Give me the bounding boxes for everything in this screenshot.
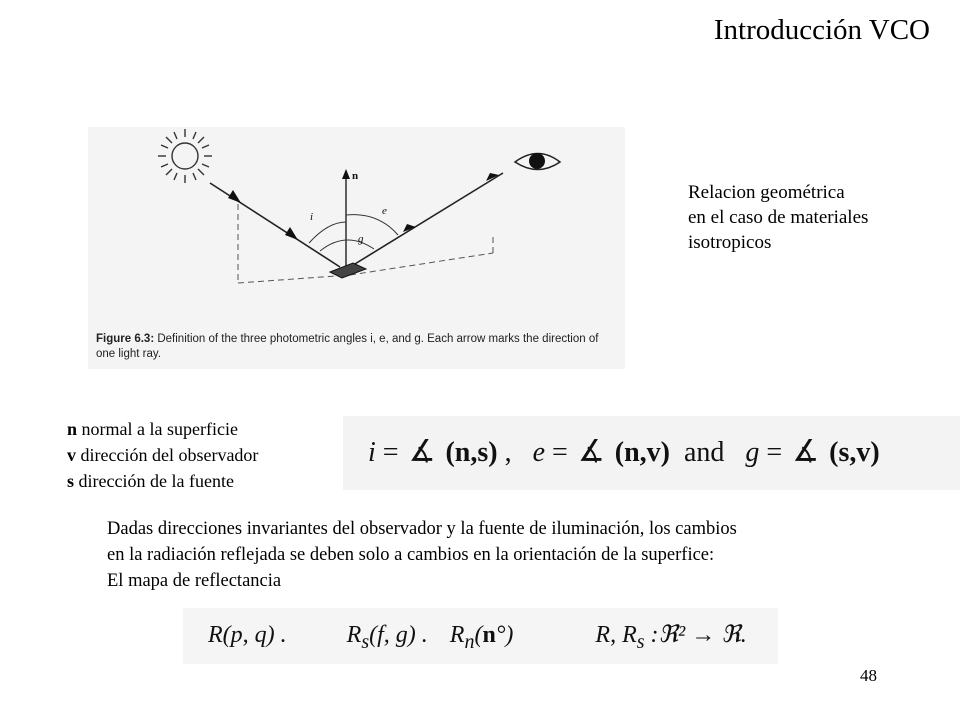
definition-text: normal a la superficie — [77, 419, 238, 439]
page-number: 48 — [860, 666, 877, 685]
angle-equation — [343, 416, 960, 490]
eq-var-g: g — [745, 437, 760, 468]
eq2-rn-sub: n — [464, 630, 475, 653]
eq-equals: = — [552, 437, 568, 468]
normal-label: n — [352, 170, 359, 182]
angle-i-label: i — [310, 211, 314, 223]
eq-comma: , — [504, 437, 512, 468]
incident-ray — [210, 183, 340, 267]
angle-symbol: ∡ — [792, 435, 820, 468]
reflectance-map-equation — [183, 608, 778, 664]
reflected-ray — [350, 173, 503, 267]
figure-caption — [96, 332, 616, 362]
eye-icon — [515, 153, 560, 170]
eq-equals: = — [766, 437, 783, 468]
angle-symbol: ∡ — [408, 435, 436, 468]
definition-text: dirección de la fuente — [74, 471, 234, 491]
angle-symbol: ∡ — [577, 435, 605, 468]
eq-equals: = — [382, 437, 399, 468]
definition-text: dirección del observador — [76, 445, 259, 465]
side-note-line: Relacion geométrica — [688, 182, 845, 203]
eq2-mapping: :ℜ² → ℜ. — [644, 622, 747, 648]
explanation-paragraph — [107, 516, 937, 594]
surface-patch — [330, 263, 366, 278]
side-note-line: isotropicos — [688, 232, 772, 253]
eq2-rs-args: (f, g) . — [369, 622, 428, 648]
eq2-rpq: R(p, q) . — [208, 622, 287, 648]
eq2-r-rs: R, R — [595, 622, 637, 648]
eq2-rn-n: n — [482, 622, 496, 648]
eq2-rn-open: ( — [474, 622, 483, 648]
definition-item — [67, 468, 258, 494]
eq2-rn: R — [449, 622, 465, 648]
eq2-rs-sub: s — [361, 630, 370, 653]
eq-var-e: e — [532, 437, 546, 468]
eq2-rn-close: °) — [495, 622, 514, 648]
eq2-rs: R — [346, 622, 362, 648]
photometric-angles-figure — [88, 127, 625, 369]
paragraph-line: Dadas direcciones invariantes del observador y la fuente de iluminación, los cambios — [107, 519, 737, 539]
definition-item — [67, 442, 258, 468]
angle-e-label: e — [382, 205, 387, 217]
side-note — [688, 180, 868, 255]
definition-symbol: s — [67, 471, 75, 491]
side-note-line: en el caso de materiales — [688, 207, 869, 228]
sun-icon — [158, 129, 212, 183]
definition-item — [67, 416, 258, 442]
paragraph-line: El mapa de reflectancia — [107, 571, 282, 591]
eq-var-i: i — [368, 437, 376, 468]
caption-prefix: Figure 6.3: — [96, 333, 155, 345]
slide-title: Introducción VCO — [713, 14, 930, 46]
vector-definitions — [67, 416, 258, 494]
eq-args-ns: (n,s) — [445, 437, 498, 468]
eq-args-nv: (n,v) — [614, 437, 670, 468]
eq-args-sv: (s,v) — [829, 437, 880, 468]
definition-symbol: v — [67, 445, 76, 465]
eq2-r-rs-sub: s — [636, 630, 645, 653]
definition-symbol: n — [67, 419, 78, 439]
eq-and: and — [683, 437, 725, 468]
normal-vector — [342, 169, 358, 267]
caption-text: Definition of the three photometric angles i, e, and g. Each arrow marks the direction of one light ray. — [96, 333, 599, 360]
paragraph-line: en la radiación reflejada se deben solo a cambios en la orientación de la superfice: — [107, 545, 715, 565]
angle-g-label: g — [358, 233, 364, 245]
